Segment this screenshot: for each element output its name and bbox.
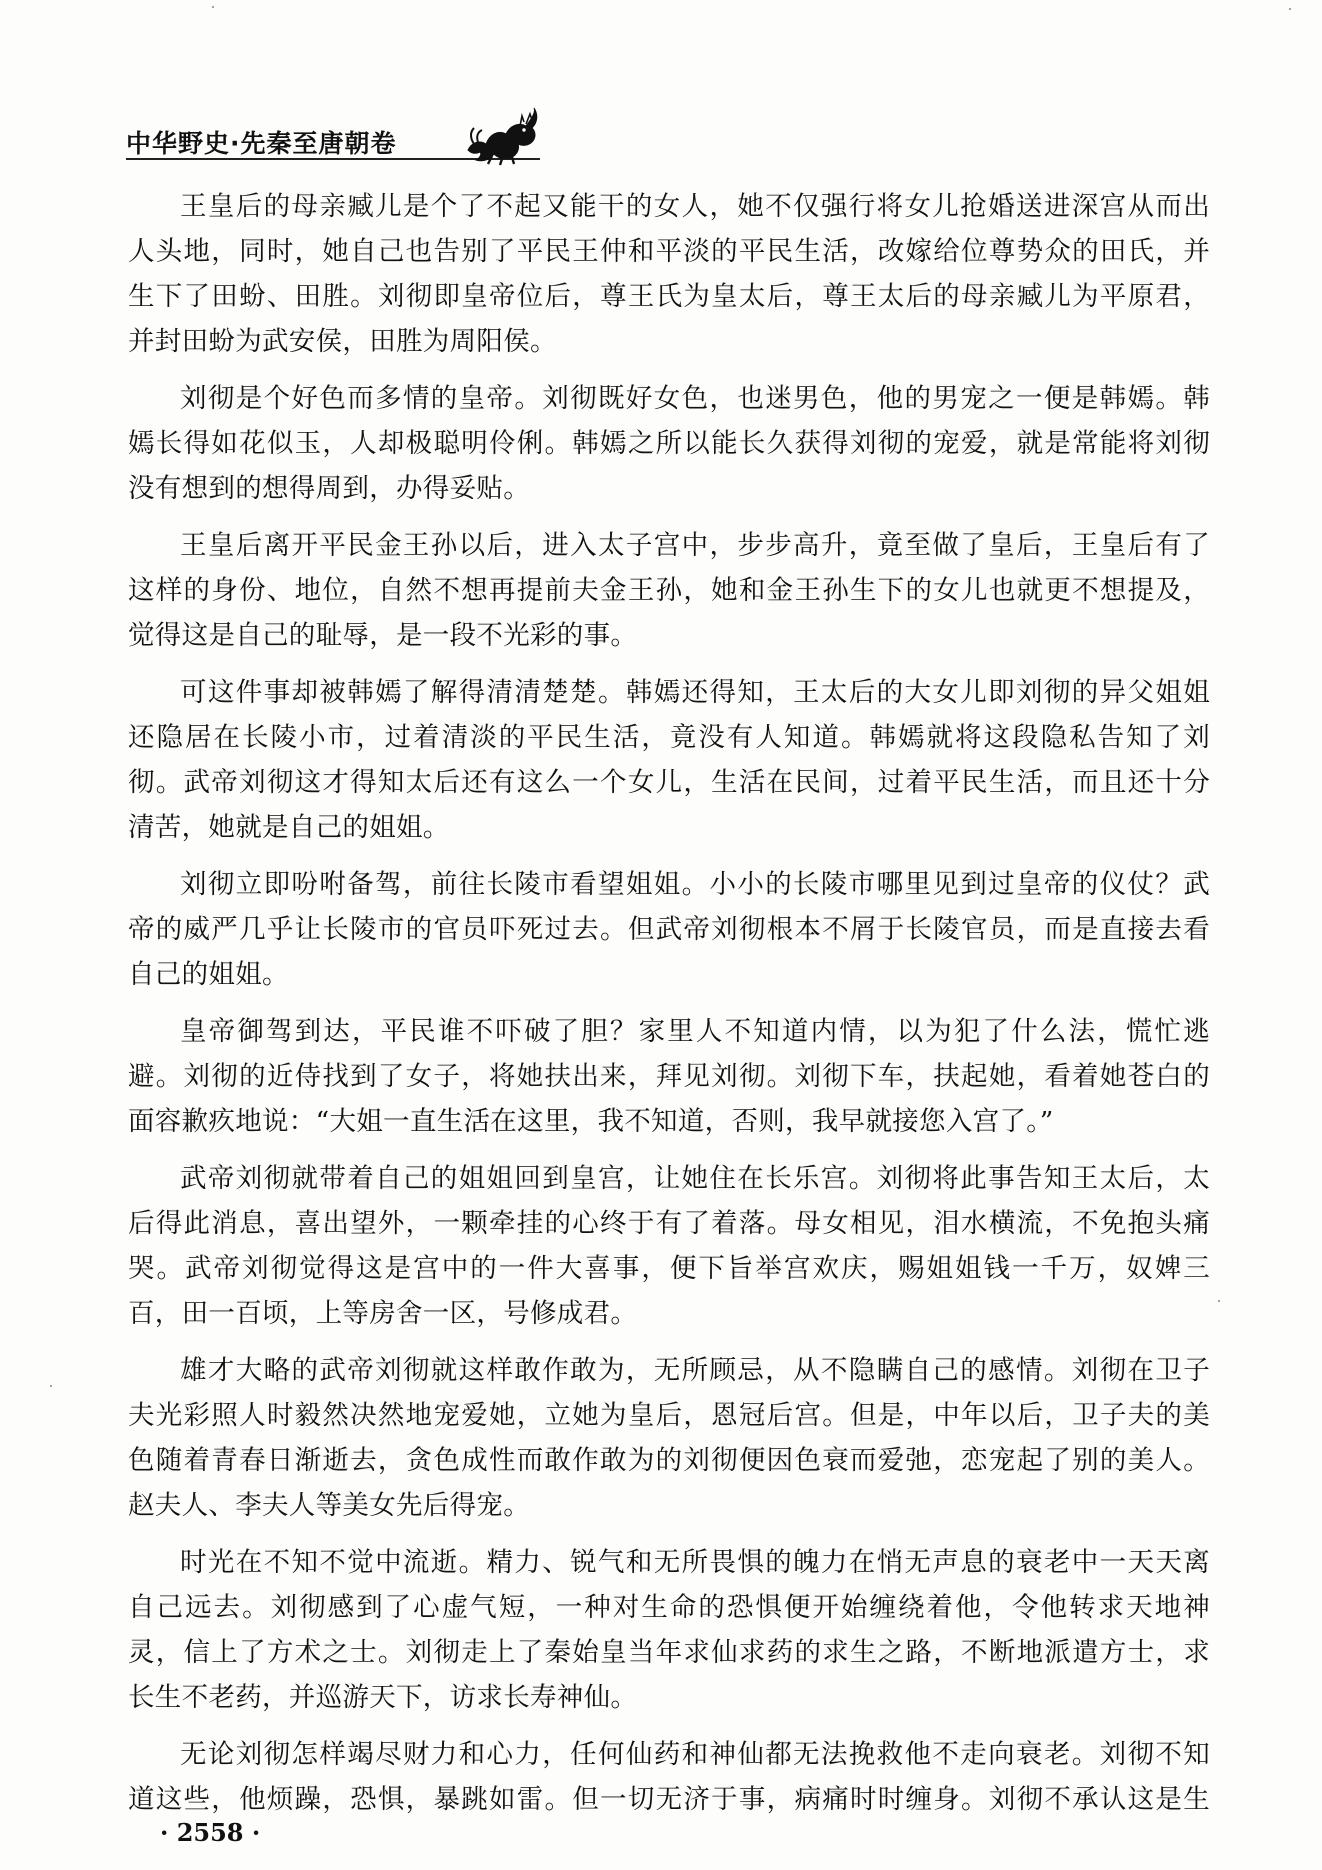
paragraph xyxy=(128,1732,1210,1822)
text-line: 还隐居在长陵小市，过着清淡的平民生活，竟没有人知道。韩嫣就将这段隐私告知了刘 xyxy=(128,722,1210,753)
body-text xyxy=(128,184,1210,1834)
scan-speck xyxy=(50,1385,52,1387)
text-line: 人头地，同时，她自己也告别了平民王仲和平淡的平民生活，改嫁给位尊势众的田氏，并 xyxy=(128,236,1210,267)
dragon-emblem-icon xyxy=(462,104,540,166)
paragraph xyxy=(128,1156,1210,1336)
text-line: 刘彻是个好色而多情的皇帝。刘彻既好女色，也迷男色，他的男宠之一便是韩嫣。韩 xyxy=(180,383,1210,414)
text-line: 道这些，他烦躁，恐惧，暴跳如雷。但一切无济于事，病痛时时缠身。刘彻不承认这是生 xyxy=(128,1784,1210,1815)
paragraph xyxy=(128,862,1210,997)
text-line: 刘彻立即吩咐备驾，前往长陵市看望姐姐。小小的长陵市哪里见到过皇帝的仪仗？武 xyxy=(180,869,1210,900)
text-line: 没有想到的想得周到，办得妥贴。 xyxy=(128,473,530,504)
text-line: 觉得这是自己的耻辱，是一段不光彩的事。 xyxy=(128,620,638,651)
paragraph xyxy=(128,670,1210,850)
scan-speck xyxy=(1289,8,1291,10)
text-line: 彻。武帝刘彻这才得知太后还有这么一个女儿，生活在民间，过着平民生活，而且还十分 xyxy=(128,767,1210,798)
text-line: 帝的威严几乎让长陵市的官员吓死过去。但武帝刘彻根本不屑于长陵官员，而是直接去看 xyxy=(128,914,1210,945)
text-line: 清苦，她就是自己的姐姐。 xyxy=(128,812,450,843)
text-line: 无论刘彻怎样竭尽财力和心力，任何仙药和神仙都无法挽救他不走向衰老。刘彻不知 xyxy=(180,1739,1210,1770)
running-header-title: 中华野史·先秦至唐朝卷 xyxy=(126,129,397,158)
page-number: · 2558 · xyxy=(160,1818,261,1847)
scan-speck xyxy=(212,6,214,8)
text-line: 后得此消息，喜出望外，一颗牵挂的心终于有了着落。母女相见，泪水横流，不免抱头痛 xyxy=(128,1208,1210,1239)
text-line: 灵，信上了方术之士。刘彻走上了秦始皇当年求仙求药的求生之路，不断地派遣方士，求 xyxy=(128,1637,1210,1668)
scan-speck xyxy=(1218,1300,1220,1302)
text-line: 哭。武帝刘彻觉得这是宫中的一件大喜事，便下旨举宫欢庆，赐姐姐钱一千万，奴婢三 xyxy=(128,1253,1210,1284)
text-line: 面容歉疚地说：“大姐一直生活在这里，我不知道，否则，我早就接您入宫了。” xyxy=(128,1106,1054,1137)
text-line: 可这件事却被韩嫣了解得清清楚楚。韩嫣还得知，王太后的大女儿即刘彻的异父姐姐 xyxy=(180,677,1210,708)
paragraph xyxy=(128,1348,1210,1528)
text-line: 嫣长得如花似玉，人却极聪明伶俐。韩嫣之所以能长久获得刘彻的宠爱，就是常能将刘彻 xyxy=(128,428,1210,459)
text-line: 并封田蚡为武安侯，田胜为周阳侯。 xyxy=(128,326,557,357)
text-line: 武帝刘彻就带着自己的姐姐回到皇宫，让她住在长乐宫。刘彻将此事告知王太后，太 xyxy=(180,1163,1210,1194)
text-line: 雄才大略的武帝刘彻就这样敢作敢为，无所顾忌，从不隐瞒自己的感情。刘彻在卫子 xyxy=(180,1355,1210,1386)
text-line: 王皇后离开平民金王孙以后，进入太子宫中，步步高升，竟至做了皇后，王皇后有了 xyxy=(180,530,1210,561)
text-line: 时光在不知不觉中流逝。精力、锐气和无所畏惧的魄力在悄无声息的衰老中一天天离 xyxy=(180,1547,1210,1578)
paragraph xyxy=(128,376,1210,511)
text-line: 王皇后的母亲臧儿是个了不起又能干的女人，她不仅强行将女儿抢婚送进深宫从而出 xyxy=(180,191,1210,222)
paragraph xyxy=(128,184,1210,364)
text-line: 生下了田蚡、田胜。刘彻即皇帝位后，尊王氏为皇太后，尊王太后的母亲臧儿为平原君， xyxy=(128,281,1210,312)
text-line: 夫光彩照人时毅然决然地宠爱她，立她为皇后，恩冠后宫。但是，中年以后，卫子夫的美 xyxy=(128,1400,1210,1431)
text-line: 这样的身份、地位，自然不想再提前夫金王孙，她和金王孙生下的女儿也就更不想提及， xyxy=(128,575,1210,606)
text-line: 皇帝御驾到达，平民谁不吓破了胆？家里人不知道内情，以为犯了什么法，慌忙逃 xyxy=(180,1016,1210,1047)
text-line: 赵夫人、李夫人等美女先后得宠。 xyxy=(128,1490,530,1521)
text-line: 自己的姐姐。 xyxy=(128,959,289,990)
text-line: 避。刘彻的近侍找到了女子，将她扶出来，拜见刘彻。刘彻下车，扶起她，看着她苍白的 xyxy=(128,1061,1210,1092)
text-line: 色随着青春日渐逝去，贪色成性而敢作敢为的刘彻便因色衰而爱弛，恋宠起了别的美人。 xyxy=(128,1445,1210,1476)
text-line: 百，田一百顷，上等房舍一区，号修成君。 xyxy=(128,1298,638,1329)
text-line: 长生不老药，并巡游天下，访求长寿神仙。 xyxy=(128,1682,638,1713)
paragraph xyxy=(128,523,1210,658)
paragraph xyxy=(128,1009,1210,1144)
text-line: 自己远去。刘彻感到了心虚气短，一种对生命的恐惧便开始缠绕着他，令他转求天地神 xyxy=(128,1592,1210,1623)
paragraph xyxy=(128,1540,1210,1720)
